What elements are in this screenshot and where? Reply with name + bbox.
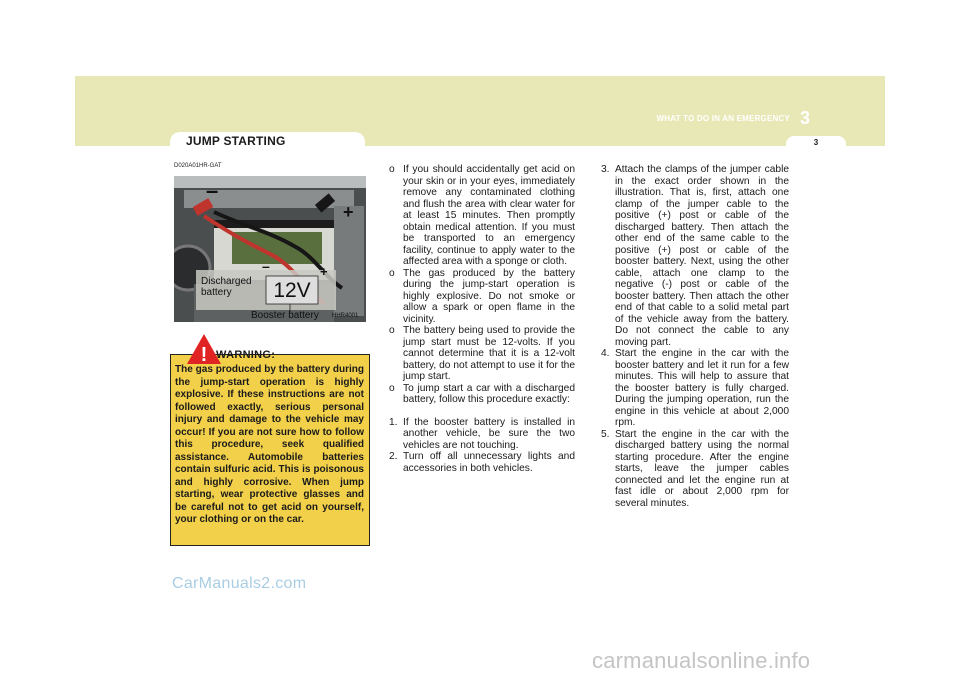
label-12v: 12V bbox=[273, 279, 311, 302]
step-text: Turn off all unnecessary lights and accessories in both vehicles. bbox=[403, 451, 575, 474]
plus-symbol-top: + bbox=[343, 202, 354, 222]
bullet-text: To jump start a car with a discharged battery, follow this procedure exactly: bbox=[403, 382, 575, 405]
step-text: Start the engine in the car with the booster battery and let it run for a few minutes. This will help to assure that the booster battery is fully charged. During the jumping operation, run the engine in this vehicle at about 2,000 rpm. bbox=[615, 348, 789, 428]
list-item bbox=[597, 429, 789, 510]
list-item bbox=[385, 268, 575, 326]
step-marker: 3. bbox=[601, 164, 610, 175]
label-discharged-battery: Discharged battery bbox=[201, 276, 252, 298]
bullet-marker: o bbox=[389, 267, 395, 279]
bullet-marker: o bbox=[389, 325, 395, 336]
section-title: WHAT TO DO IN AN EMERGENCY bbox=[656, 114, 790, 123]
list-item bbox=[385, 325, 575, 383]
bullet-text: The gas produced by the battery during the jump-start operation is highly explosive. Do not smoke or allow a spark or open flame in the vicinity. bbox=[403, 267, 575, 325]
warning-exclamation: ! bbox=[200, 344, 208, 366]
step-marker: 1. bbox=[389, 416, 398, 428]
warning-body: The gas produced by the battery during the jump-start operation is highly explosive. If these instructions are not followed exactly, serious personal injury and damage to the vehicle may occur! If you are not sure how to follow this procedure, seek qualified assistance. Automobile batteries contain sulfuric acid. This is poisonous and highly corrosive. When jump starting, wear protective glasses and be careful not to get acid on yourself, your clothing or on the car. bbox=[175, 364, 364, 525]
list-item bbox=[385, 451, 575, 474]
minus-symbol-bottom: – bbox=[262, 258, 270, 274]
page-title: JUMP STARTING bbox=[186, 134, 286, 148]
watermark-carmanualsonline: carmanualsonline.info bbox=[592, 648, 811, 673]
step-text: Start the engine in the car with the discharged battery using the normal starting procedure. After the engine starts, leave the jumper cables connected and let the engine run at fast idle or about 2,000 rpm for several minutes. bbox=[615, 428, 789, 509]
watermark-carmanuals2: CarManuals2.com bbox=[172, 575, 307, 592]
warning-title: WARNING: bbox=[216, 349, 276, 361]
list-item bbox=[597, 348, 789, 429]
label-booster-battery: Booster battery bbox=[251, 310, 319, 321]
step-marker: 4. bbox=[601, 348, 610, 359]
chapter-number: 3 bbox=[799, 108, 810, 128]
list-item bbox=[597, 164, 789, 348]
step-marker: 2. bbox=[389, 451, 398, 462]
bullet-marker: o bbox=[389, 164, 395, 175]
step-text: If the booster battery is installed in another vehicle, be sure the two vehicles are not touching. bbox=[403, 416, 575, 451]
bullet-text: If you should accidentally get acid on your skin or in your eyes, immediately remove any contaminated clothing and flush the area with clear water for at least 15 minutes. Then promptly obtain medical attention. If you must be transported to an emergency facility, continue to apply water to the affected area with a sponge or cloth. bbox=[403, 164, 575, 267]
figure-code: D020A01HR-GAT bbox=[174, 163, 222, 169]
bullet-marker: o bbox=[389, 382, 395, 394]
list-item bbox=[385, 164, 575, 268]
column-middle bbox=[385, 164, 575, 474]
step-marker: 5. bbox=[601, 428, 610, 440]
plus-symbol-bottom: + bbox=[320, 264, 328, 279]
list-item bbox=[385, 383, 575, 406]
bullet-text: The battery being used to provide the jump start must be 12-volts. If you cannot determine that it is a 12-volt battery, do not attempt to use it for the jump start. bbox=[403, 325, 575, 382]
figure-id: HHR4001 bbox=[332, 313, 359, 319]
page-number: 3 bbox=[813, 138, 819, 147]
minus-symbol-top: – bbox=[206, 178, 219, 203]
column-right bbox=[597, 164, 789, 509]
list-item bbox=[385, 417, 575, 452]
step-text: Attach the clamps of the jumper cable in the exact order shown in the illustration. That is, first, attach one clamp of the jumper cable to the positive (+) post or cable of the discharged battery. Then attach the other end of the same cable to the positive (+) post or cable of the booster battery. Next, using the other cable, attach one clamp to the negative (-) post or cable of the booster battery. Then attach the other end of that cable to a solid metal part of the vehicle away from the battery. Do not connect the cable to any moving part. bbox=[615, 164, 789, 348]
